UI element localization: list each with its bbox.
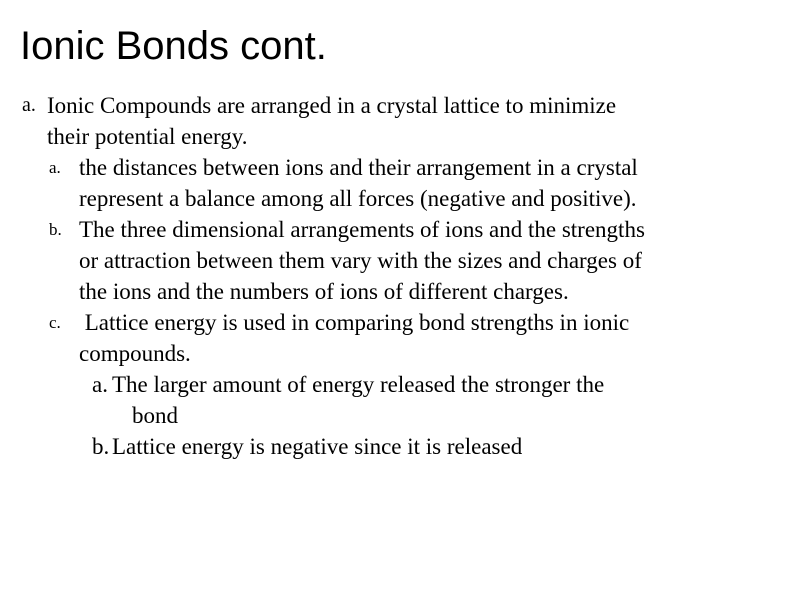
bullet-text-line: The larger amount of energy released the stronger the [112,372,605,397]
bullet-text-line: or attraction between them vary with the sizes and charges of [79,248,642,273]
bullet-text-line: the distances between ions and their arrangement in a crystal [79,155,638,180]
bullet-marker: a. [22,94,36,116]
bullet-text-line: the ions and the numbers of ions of different charges. [79,279,569,304]
sub-sub-bullet-item [22,369,782,431]
sub-sub-bullet-item [22,431,782,462]
bullet-text-line: Lattice energy is negative since it is released [112,434,523,459]
bullet-text-line: Lattice energy is used in comparing bond strengths in ionic [79,310,630,335]
sub-bullet-item [22,307,782,369]
bullet-marker: b. [92,434,110,459]
bullet-marker: c. [49,313,61,332]
sub-bullet-item [22,152,782,214]
bullet-marker: a. [49,158,61,177]
slide-title: Ionic Bonds cont. [20,24,327,68]
bullet-item [22,90,782,152]
bullet-text-line: their potential energy. [47,124,248,149]
bullet-marker: b. [49,220,62,239]
bullet-marker: a. [92,372,108,397]
bullet-text-line: represent a balance among all forces (negative and positive). [79,186,637,211]
bullet-text-line: The three dimensional arrangements of ions and the strengths [79,217,645,242]
sub-bullet-item [22,214,782,307]
slide-body [22,90,782,462]
bullet-text-line: compounds. [79,341,191,366]
bullet-text-line: bond [132,403,178,428]
bullet-text-line: Ionic Compounds are arranged in a crystal lattice to minimize [47,93,617,118]
